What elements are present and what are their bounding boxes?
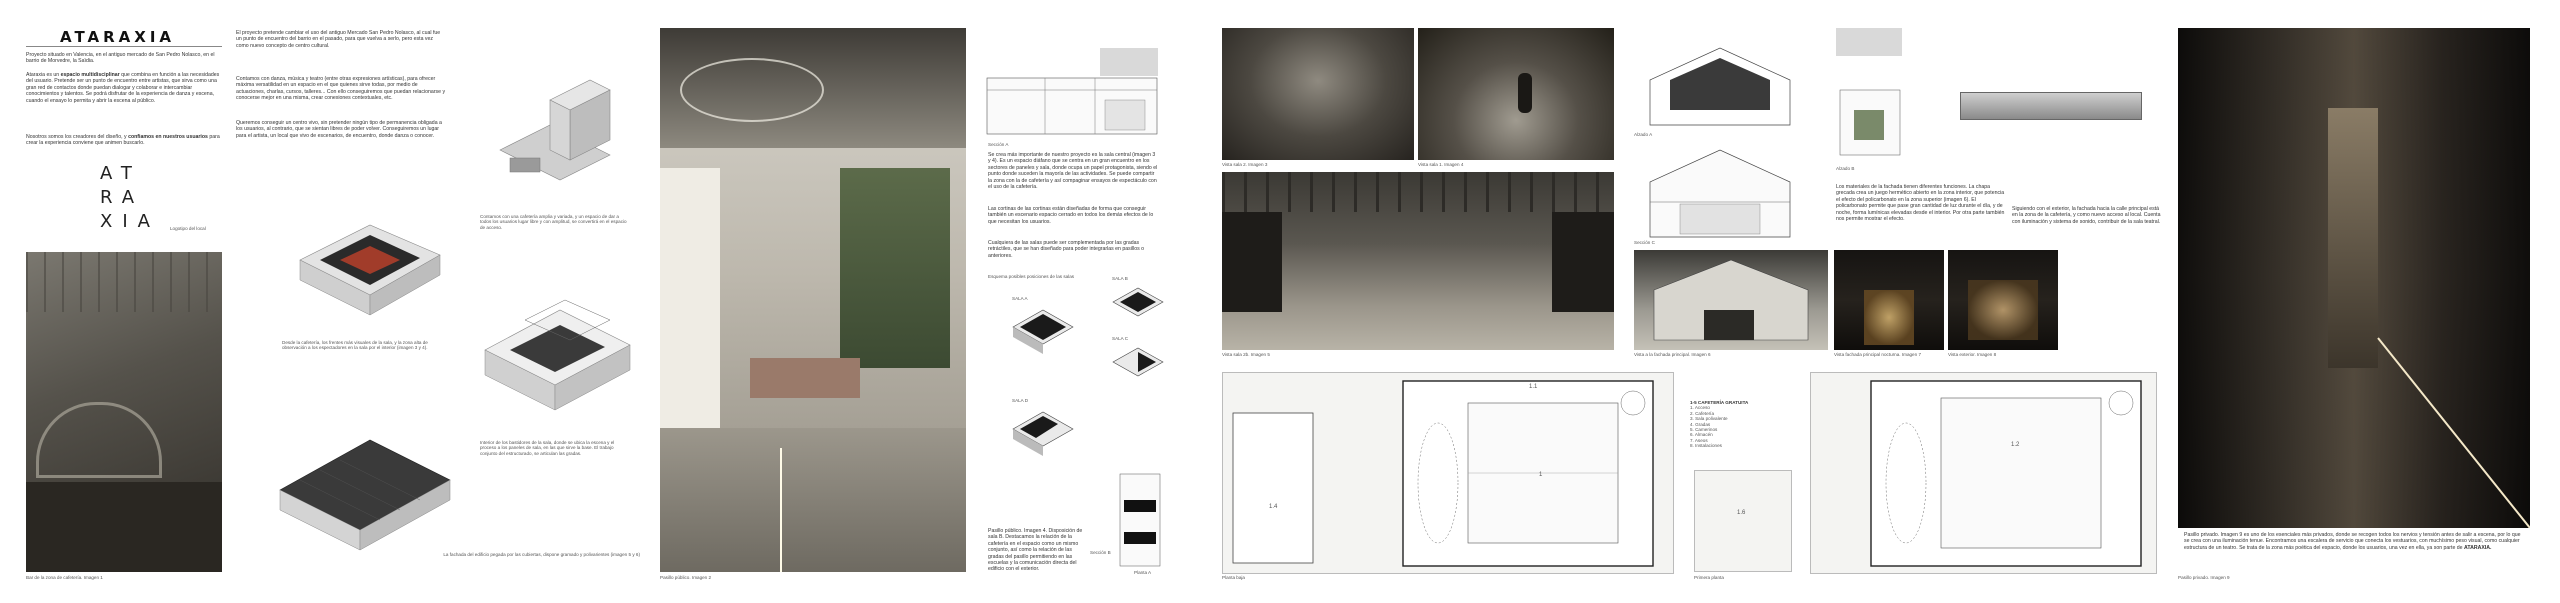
first-floor-caption: Primera planta (1694, 575, 1724, 580)
first-floor-plan-number: 1.2 (2011, 442, 2020, 448)
section-a-label: Sección A (988, 142, 1009, 147)
concept-text-a: Ataraxia es un (26, 72, 61, 78)
alzado-a-drawing (1640, 40, 1800, 130)
axonometric-cafeteria (280, 200, 450, 320)
planta-a-label: Planta A (1134, 570, 1152, 575)
render-floor (660, 428, 966, 572)
legend-title: 1-5 CAFETERÍA GRATUITA (1690, 400, 1749, 405)
title-rule (26, 46, 222, 47)
axonometric-exterior (470, 70, 630, 210)
sala-c-module (1108, 342, 1168, 387)
facade-day-shape (1634, 250, 1828, 350)
alzado-a-label: Alzado A (1634, 132, 1653, 137)
users-text-c: para crear la experiencia conviene que animen buscarlo. (26, 134, 220, 147)
dancer-figure (1518, 73, 1532, 113)
left-wall (660, 168, 720, 428)
concept-text-c: que combina en función a las necesidades del usuario. Pretende ser un punto de encuentro entre artistas, que sirva como una gran red de contactos donde puedan dialogar y colaborar e intercambiar conocimientos y talentos. Se podrá disfrutar de la experiencia de danza y escena, cuando el ensayo lo permita y abrir la escena al público. (26, 72, 220, 104)
legend-line-7: 7. Aseos (1690, 437, 1708, 443)
public-corridor-render (660, 28, 966, 572)
col4-paragraph-2: Las cortinas de las cortinas están diseñadas de forma que conseguir también un escenario espacio cerrado en todos los demás efectos de lo que necesitan los usuarios. (988, 206, 1154, 225)
col4-paragraph-1: Se crea más importante de nuestro proyecto es la sala central (imagen 3 y 4). Es un espacio diáfano que se centra en un gran encuentro en los sectores de paneles y sala, donde ocupa un papel protagonista, siendo el punto donde suceden la mayoría de las actividades. Se puede compartir la zona con la de cafetería y así compaginar ensayos de espectáculo con el uso de la cafetería. (988, 152, 1158, 191)
ceiling-structure (26, 252, 222, 312)
facade-render-day (1634, 250, 1828, 350)
ground-floor-plan-drawing (1223, 373, 1673, 573)
floor-area (26, 482, 222, 572)
cafeteria-photo (26, 252, 222, 572)
section-b-drawing (1110, 470, 1170, 570)
users-paragraph (26, 134, 222, 147)
sala-d-module (1008, 404, 1078, 459)
ground-floor-plan-caption: Planta baja (1222, 575, 1245, 580)
col7-paragraph (2184, 532, 2524, 551)
sala-render-2-caption: Vista sala 1. Imagen 4 (1418, 162, 1464, 167)
plan-number-2: 1 (1539, 472, 1543, 478)
first-floor-number: 1.6 (1737, 510, 1746, 516)
logo-line-3: XIA (100, 211, 160, 232)
sala-render-1-caption: Vista sala 2. Imagen 3 (1222, 162, 1268, 167)
col6-paragraph-1: Los materiales de la fachada tienen diferentes funciones. La chapa grecada crea un juego hermético abierto en la zona interior, que potencia el efecto del policarbonato en la zona superior (imagen 6). El policarbonato permite que pase gran cantidad de luz durante el día, y de noche, forma lumínicas elevadas desde el interior. Por otra parte también nos permite mostrar el efecto. (1836, 184, 2005, 223)
facade-night-caption: Vista fachada principal nocturna. Imagen 7 (1834, 352, 1921, 357)
cafeteria-photo-caption: Bar de la zona de cafetería. Imagen 1 (26, 575, 103, 580)
sala-render-3 (1222, 172, 1614, 350)
first-floor-plan-drawing (1811, 373, 2156, 573)
sala-b-module (1108, 282, 1168, 327)
page-title: ATARAXIA (60, 28, 176, 46)
logo-line-1: AT (100, 163, 142, 184)
private-corridor-caption: Pasillo privado. Imagen 9 (2178, 575, 2230, 580)
col7-text-bold: ATARAXIA. (2464, 544, 2492, 551)
plan-legend (1690, 400, 1800, 449)
arch-structure (36, 402, 162, 478)
alzado-b-label: Alzado B (1836, 166, 1855, 171)
col7-text: Pasillo privado. Imagen 9 es uno de los esenciales más privados, donde se recogen todos los nervios y tensión antes de salir a escena, por lo que se crea con una iluminación tenue. Encontramos una escalera de servicio que conecta los vestuarios, con muchísimo peso visual, como cualquier estructura de un teatro. Se trata de la zona más poética del espacio, donde los usuarios, una vez en ella, ya son parte de (2184, 532, 2521, 551)
axo-caption-3: Interior de los bastidores de la sala, donde se ubica la escena y el proceso a los paneles de sala, en las que sirve la base. El trabajo conjunto del estructurado, se articulan las gradas. (480, 440, 615, 456)
seccion-c-drawing (1640, 142, 1800, 242)
col2-paragraph-2: Contamos con danza, música y teatro (entre otras expresiones artísticas), para ofrecer máxima versatilidad en un espacio en el que quienes sirve todas, por medio de actuaciones, charlas, cursos, talleres... Con ello conseguiremos que puedan relacionarse y conocerse mejor en una misma, crear conexiones contextuales, etc. (236, 76, 446, 102)
legend-line-2: 2. Cafetería (1690, 410, 1715, 416)
floor-light-line (2178, 328, 2530, 528)
plan-number-3: 1.4 (1269, 504, 1278, 510)
sala-c-label: SALA C (1112, 336, 1129, 341)
logo (100, 162, 160, 234)
concept-text-bold: espacio multidisciplinar (60, 72, 120, 78)
exterior-caption: Vista exterior. Imagen 8 (1948, 352, 1997, 357)
public-corridor-caption: Pasillo público. Imagen 2 (660, 575, 712, 580)
facade-strip-render (1960, 92, 2142, 120)
axo-caption-2: Desde la cafetería, los frentes más visuales de la sala, y la zona alta de observación a los espectadores en la sala por el interior (imagen 3 y 4). (282, 340, 428, 351)
intro-paragraph: Proyecto situado en Valencia, en el antiguo mercado de San Pedro Nolasco, en el barrio de Morvedre, la Saïdia. (26, 52, 215, 65)
gradas-caption: Esquema posibles posiciones de las salas (988, 274, 1075, 279)
axo-caption-4: La fachada del edificio pegada por las cubiertas, dispone gramado y polivarientes (imagen 5 y 6) (443, 552, 640, 557)
facade-day-caption: Vista a la fachada principal. Imagen 6 (1634, 352, 1711, 357)
users-text-a: Nosotros somos los creadores del diseño, y (26, 134, 129, 140)
legend-line-6: 6. Almacén (1690, 432, 1713, 438)
green-wall (840, 168, 950, 368)
logo-line-2: RA (100, 187, 145, 208)
first-floor-plan (1810, 372, 2157, 574)
sala-b-label: SALA B (1112, 276, 1128, 281)
legend-line-1: 1. Acceso (1690, 405, 1710, 411)
col2-paragraph-3: Queremos conseguir un centro vivo, sin pretender ningún tipo de permanencia obligada a los usuarios, al contrario, que se sientan libres de poder volver. Conseguiremos un lugar para el artista, un local que vivo de escenarios, de encuentro, donde danza o conocer. (236, 120, 442, 139)
axonometric-roof (260, 400, 460, 560)
axonometric-section (470, 280, 640, 430)
sala-a-module (1008, 302, 1078, 357)
legend-line-3: 3. Sala polivalente (1690, 416, 1728, 422)
legend-line-4: 4. Gradas (1690, 421, 1711, 427)
logo-caption: Logotipo del local (170, 226, 206, 231)
first-floor-plan-small (1694, 470, 1792, 572)
col4-paragraph-3: Cualquiera de las salas puede ser complementada por las gradas retráctiles, que se han diseñado para poder integrarlas en pasillos o anteriores. (988, 240, 1145, 259)
seccion-c-label: Sección C (1634, 240, 1655, 245)
col4-paragraph-4: Pasillo público. Imagen 4. Disposición de sala B. Destacamos la relación de la cafetería en el espacio como un mismo conjunto, así como la relación de las gradas del pasillo permitiendo en las escuelas y la comunicación directa del edificio con el exterior. (988, 528, 1083, 573)
private-corridor-render (2178, 28, 2530, 528)
seating-area (750, 358, 860, 398)
users-text-bold: confiamos en nuestros usuarios (128, 134, 208, 140)
exterior-render (1948, 250, 2058, 350)
sala-render-3-caption: Vista sala 2b. Imagen 5 (1222, 352, 1270, 357)
sala-d-label: SALA D (1012, 398, 1029, 403)
sala-render-3-ceiling (1222, 172, 1614, 212)
plan-number-1: 1.1 (1529, 384, 1538, 390)
sala-render-2 (1418, 28, 1614, 160)
section-a-drawing (985, 70, 1160, 140)
legend-line-5: 5. Camerinos (1690, 427, 1718, 433)
legend-line-8: 8. Instalaciones (1690, 443, 1722, 449)
section-b-label: Sección B (1090, 550, 1111, 555)
exterior-glow (1968, 280, 2038, 340)
ground-floor-plan (1222, 372, 1674, 574)
right-curtain (1552, 212, 1614, 312)
alzado-placeholder-block (1836, 28, 1902, 56)
col2-paragraph-1: El proyecto pretende cambiar el uso del antiguo Mercado San Pedro Nolasco, al cual fue un punto de encuentro del barrio en el pasado, para que vuelva a serlo, pero esta vez como nuevo concepto de centro cultural. (236, 30, 441, 49)
axo-caption-1: Contamos con una cafetería amplia y variada, y un espacio de dar a todos los usuarios lugar libre y con amplitud, se convertirá en el espacio de acceso. (480, 214, 627, 230)
left-curtain (1222, 212, 1282, 312)
ceiling-light-ring (680, 58, 824, 122)
concept-paragraph (26, 72, 222, 104)
sala-a-label: SALA A (1012, 296, 1028, 301)
alzado-b-drawing (1836, 80, 1904, 160)
floor-light-strip (780, 448, 782, 572)
night-window-glow (1864, 290, 1914, 345)
sala-render-1 (1222, 28, 1414, 160)
col6-paragraph-2: Siguiendo con el exterior, la fachada hacia la calle principal está en la zona de la cafetería, y como nuevo acceso al local. Cuenta con iluminación y sistema de sonido, contribuir de la sala teatral. (2012, 206, 2161, 225)
facade-render-night (1834, 250, 1944, 350)
